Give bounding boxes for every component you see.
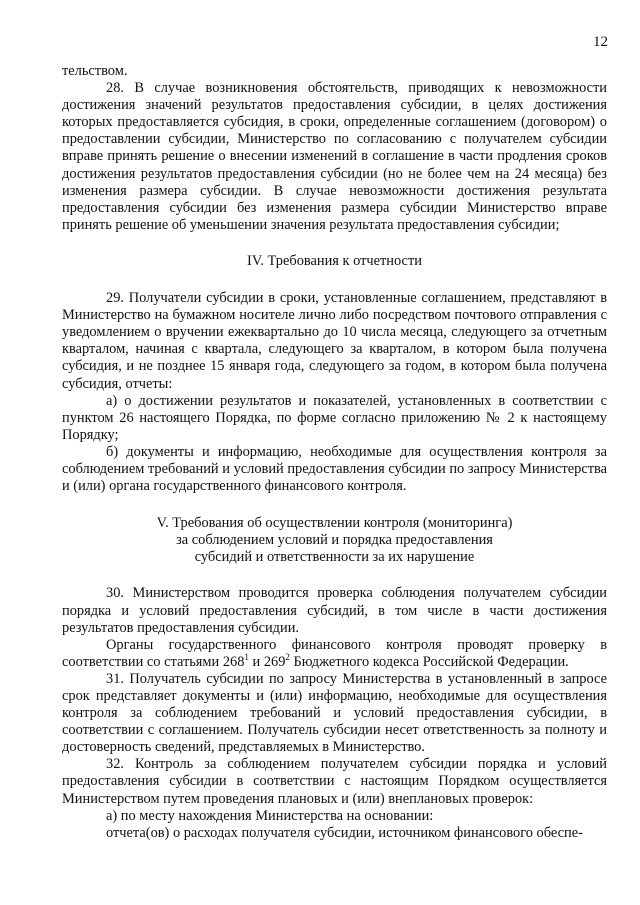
paragraph-31: 31. Получатель субсидии по запросу Министерства в установленный в запросе срок представляет документы и (или) информацию, необходимые для осуществления контроля за соблюдением требований и условий предоставления субсидии, в соответствии с соглашением. Получатель субсидии несет ответственность за полноту и достоверность сведений, представляемых в Министерство. <box>62 670 607 756</box>
section-5-heading-line-1: V. Требования об осуществлении контроля (мониторинга) <box>156 515 513 532</box>
paragraph-30-audit-text-1: Органы государственного финансового контроля проводят проверку в соответствии со статьями 268 <box>62 636 607 670</box>
paragraph-continuation: тельством. <box>62 63 128 79</box>
paragraph-29-a: а) о достижении результатов и показателей, установленных в соответствии с пунктом 26 настоящего Порядка, по форме согласно приложению № 2 к настоящему Порядку; <box>62 392 607 443</box>
paragraph-32-a: а) по месту нахождения Министерства на основании: <box>106 807 434 824</box>
paragraph-30-audit-text-3: Бюджетного кодекса Российской Федерации. <box>289 653 569 670</box>
superscript-1: 1 <box>244 652 249 663</box>
paragraph-30-audit <box>62 637 607 671</box>
paragraph-30-audit-text-2: и 269 <box>248 653 286 670</box>
section-5-heading-line-3: субсидий и ответственности за их нарушение <box>194 549 475 566</box>
paragraph-29: 29. Получатели субсидии в сроки, установленные соглашением, представляют в Министерство на бумажном носителе лично либо посредством почтового отправления с уведомлением о вручении ежеквартально до 10 числа месяца, следующего за отчетным кварталом, начиная с квартала, следующего за кварталом, в котором была получена субсидия, и не позднее 15 января года, следующего за годом, в котором была получена субсидия, отчеты: <box>62 290 607 392</box>
section-5-heading <box>62 515 607 566</box>
paragraph-28: 28. В случае возникновения обстоятельств, приводящих к невозможности достижения значений результатов предоставления субсидии, в целях достижения которых предоставляется субсидия, в сроки, определенные соглашением (договором) о предоставлении субсидии, Министерство по согласованию с получателем субсидии вправе принять решение о внесении изменений в соглашение в части продления сроков достижения результатов предоставления субсидии (но не более чем на 24 месяца) без изменения размера субсидии. В случае невозможности достижения результата предоставления субсидии без изменения размера субсидии Министерство вправе принять решение об уменьшении значения результата предоставления субсидии; <box>62 80 607 233</box>
superscript-2: 2 <box>285 652 290 663</box>
paragraph-29-b: б) документы и информацию, необходимые для осуществления контроля за соблюдением требований и условий предоставления субсидии по запросу Министерства и (или) органа государственного финансового контроля. <box>62 443 607 495</box>
section-5-heading-line-2: за соблюдением условий и порядка предоставления <box>176 532 493 549</box>
paragraph-32-a-1: отчета(ов) о расходах получателя субсидии, источником финансового обеспе- <box>106 824 583 841</box>
section-4-heading: IV. Требования к отчетности <box>247 252 422 269</box>
paragraph-30: 30. Министерством проводится проверка соблюдения получателем субсидии порядка и условий предоставления субсидий, в том числе в части достижения результатов предоставления субсидии. <box>62 585 607 636</box>
page-number: 12 <box>593 34 608 50</box>
document-body <box>62 63 607 842</box>
paragraph-32: 32. Контроль за соблюдением получателем субсидии порядка и условий предоставления субсидии в соответствии с настоящим Порядком осуществляется Министерством путем проведения плановых и (или) внеплановых проверок: <box>62 756 607 807</box>
